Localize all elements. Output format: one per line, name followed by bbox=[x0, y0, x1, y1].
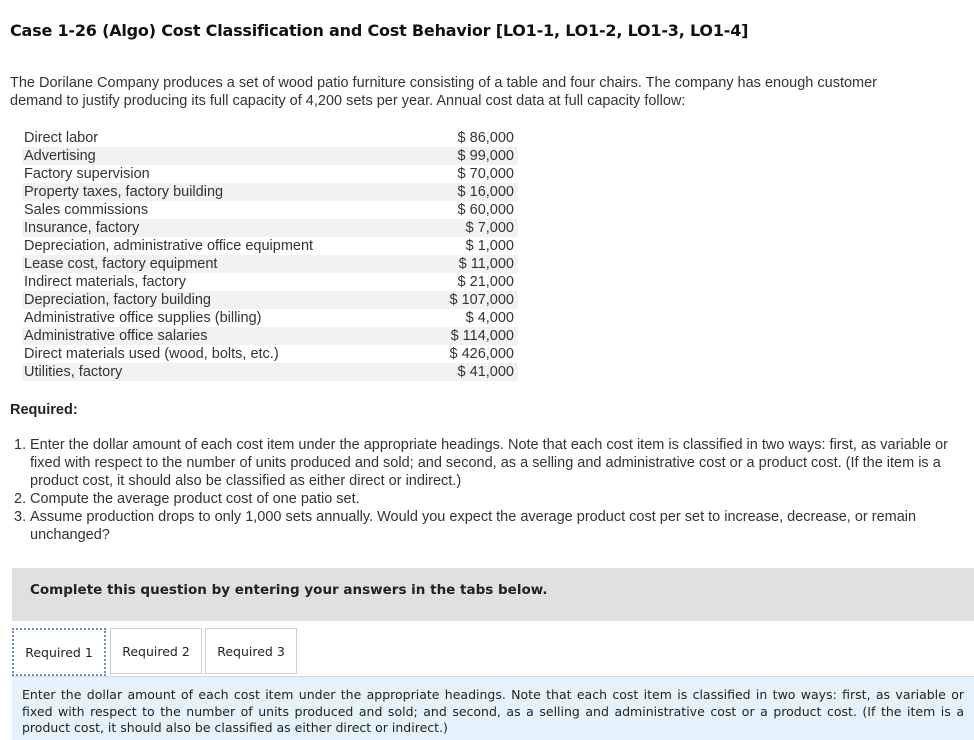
cost-amount: $ 107,000 bbox=[432, 291, 518, 309]
tab-required-3[interactable]: Required 3 bbox=[205, 628, 297, 674]
page-title: Case 1-26 (Algo) Cost Classification and Cost Behavior [LO1-1, LO1-2, LO1-3, LO1-4] bbox=[10, 21, 749, 40]
table-row bbox=[22, 237, 518, 255]
requirement-number: 3. bbox=[14, 509, 27, 525]
cost-amount: $ 426,000 bbox=[432, 345, 518, 363]
table-row bbox=[22, 327, 518, 345]
requirement-text: Assume production drops to only 1,000 sets annually. Would you expect the average product cost per set to increase, decrease, or remain unchanged? bbox=[30, 509, 917, 543]
cost-label: Direct materials used (wood, bolts, etc.) bbox=[22, 345, 432, 363]
cost-amount: $ 4,000 bbox=[432, 309, 518, 327]
requirement-text: Enter the dollar amount of each cost item under the appropriate headings. Note that each cost item is classified in two ways: first, as variable or fixed with respect to the number of units produced and sold; and second, as a selling and administrative cost or a product cost. (If the item is a product cost, it should also be classified as either direct or indirect.) bbox=[30, 437, 948, 489]
banner-text: Complete this question by entering your answers in the tabs below. bbox=[30, 582, 548, 598]
tab-description: Enter the dollar amount of each cost item under the appropriate headings. Note that each cost item is classified in two ways: first, as variable or fixed with respect to the number of units produced and sold; and second, as a selling and administrative cost or a product cost. (If the item is a product cost, it should also be classified as either direct or indirect.) bbox=[12, 676, 974, 740]
requirements-list bbox=[10, 436, 955, 544]
cost-label: Lease cost, factory equipment bbox=[22, 255, 432, 273]
cost-data-table bbox=[22, 129, 518, 381]
table-row bbox=[22, 183, 518, 201]
cost-amount: $ 99,000 bbox=[432, 147, 518, 165]
cost-amount: $ 70,000 bbox=[432, 165, 518, 183]
table-row bbox=[22, 363, 518, 381]
table-row bbox=[22, 165, 518, 183]
table-row bbox=[22, 201, 518, 219]
cost-label: Sales commissions bbox=[22, 201, 432, 219]
table-row bbox=[22, 129, 518, 147]
table-row bbox=[22, 219, 518, 237]
cost-amount: $ 21,000 bbox=[432, 273, 518, 291]
cost-label: Administrative office supplies (billing) bbox=[22, 309, 432, 327]
cost-label: Indirect materials, factory bbox=[22, 273, 432, 291]
requirement-text: Compute the average product cost of one patio set. bbox=[30, 491, 360, 507]
tab-required-2[interactable]: Required 2 bbox=[110, 628, 202, 674]
cost-amount: $ 7,000 bbox=[432, 219, 518, 237]
cost-label: Insurance, factory bbox=[22, 219, 432, 237]
intro-paragraph: The Dorilane Company produces a set of wood patio furniture consisting of a table and four chairs. The company has enough customer demand to justify producing its full capacity of 4,200 sets per year. Annual cost data at full capacity follow: bbox=[10, 75, 878, 109]
cost-label: Depreciation, administrative office equipment bbox=[22, 237, 432, 255]
table-row bbox=[22, 255, 518, 273]
tab-required-1[interactable]: Required 1 bbox=[12, 628, 106, 676]
cost-amount: $ 41,000 bbox=[432, 363, 518, 381]
cost-label: Factory supervision bbox=[22, 165, 432, 183]
list-item bbox=[10, 436, 955, 490]
required-heading: Required: bbox=[10, 402, 78, 418]
requirement-number: 1. bbox=[14, 437, 27, 453]
cost-label: Utilities, factory bbox=[22, 363, 432, 381]
table-row bbox=[22, 309, 518, 327]
table-row bbox=[22, 273, 518, 291]
table-row bbox=[22, 291, 518, 309]
cost-label: Administrative office salaries bbox=[22, 327, 432, 345]
instruction-banner bbox=[12, 568, 974, 621]
table-row bbox=[22, 345, 518, 363]
list-item bbox=[10, 508, 955, 544]
cost-label: Property taxes, factory building bbox=[22, 183, 432, 201]
cost-amount: $ 60,000 bbox=[432, 201, 518, 219]
cost-amount: $ 114,000 bbox=[432, 327, 518, 345]
cost-label: Depreciation, factory building bbox=[22, 291, 432, 309]
table-row bbox=[22, 147, 518, 165]
cost-amount: $ 1,000 bbox=[432, 237, 518, 255]
requirement-number: 2. bbox=[14, 491, 27, 507]
cost-amount: $ 86,000 bbox=[432, 129, 518, 147]
cost-label: Advertising bbox=[22, 147, 432, 165]
cost-amount: $ 11,000 bbox=[432, 255, 518, 273]
list-item bbox=[10, 490, 955, 508]
cost-amount: $ 16,000 bbox=[432, 183, 518, 201]
cost-label: Direct labor bbox=[22, 129, 432, 147]
